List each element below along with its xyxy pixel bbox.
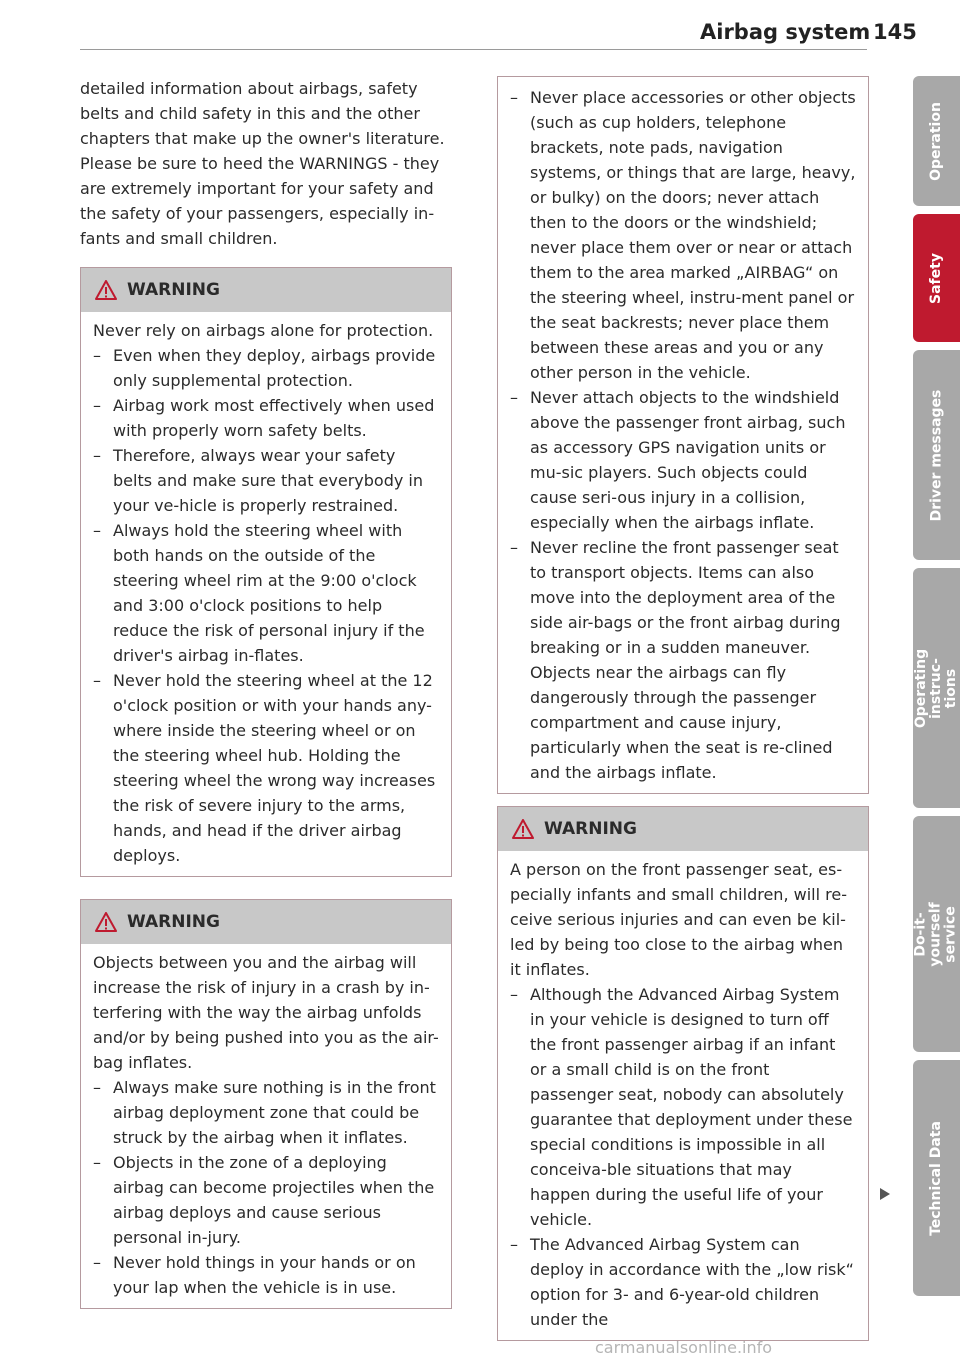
tab-driver-messages[interactable]: Driver messages [913, 350, 960, 560]
list-item: – Objects in the zone of a deploying airbag can become projectiles when the airbag deploys and cause serious personal in-jury. [93, 1153, 435, 1247]
warning-body [81, 312, 451, 876]
warning-list [93, 343, 439, 868]
warning-triangle-icon [95, 912, 117, 932]
intro-paragraph: detailed information about airbags, safety belts and child safety in this and the other chapters that make up the owner's literature. Please be sure to heed the WARNINGS - they are extremely important for your safety and the safety of your passengers, especially in-fants and small children. [80, 79, 445, 248]
right-column [497, 76, 869, 1341]
watermark: carmanualsonline.info [595, 1338, 773, 1357]
list-item: – Never place accessories or other objects (such as cup holders, telephone brackets, note pads, navigation systems, or things that are large, heavy, or bulky) on the doors; never attach then to the doors or the windshield; never place them over or near or attach them to the area marked „AIRBAG“ on the steering wheel, instru-ment panel or the seat backrests; never place them between these areas and you or any other person in the vehicle. [510, 88, 856, 382]
list-item: – Never hold things in your hands or on your lap when the vehicle is in use. [93, 1253, 416, 1297]
tab-operation[interactable]: Operation [913, 76, 960, 206]
warning-triangle-icon [95, 280, 117, 300]
page-number: 145 [873, 20, 917, 44]
warning-list [510, 982, 856, 1332]
list-item: – Therefore, always wear your safety belts and make sure that everybody in your ve-hicle is properly restrained. [93, 446, 423, 515]
warning-body [498, 851, 868, 1340]
warning-list [93, 1075, 439, 1300]
list-item: – Never recline the front passenger seat to transport objects. Items can also move into the deployment area of the side air-bags or the front airbag during breaking or in a sudden maneuver. Objects near the airbags can fly dangerously through the passenger compartment and cause injury, particularly when the seat is re-clined and the airbags inflate. [510, 538, 841, 782]
list-item: – Never attach objects to the windshield above the passenger front airbag, such as accessory GPS navigation units or mu-sic players. Such objects could cause seri-ous injury in a collision, especially when the airbags inflate. [510, 388, 846, 532]
page-header-title: Airbag system [700, 20, 871, 44]
warning-header [81, 900, 451, 944]
warning-box-3 [497, 806, 869, 1341]
list-item: – Although the Advanced Airbag System in your vehicle is designed to turn off the front passenger airbag if an infant or a small child is on the front passenger seat, nobody can absolutely guarantee that deployment under these special conditions is impossible in all conceiva-ble situations that may happen during the useful life of your vehicle. [510, 985, 853, 1229]
warning-header [81, 268, 451, 312]
list-item: – Always hold the steering wheel with both hands on the outside of the steering wheel rim at the 9:00 o'clock and 3:00 o'clock positions to help reduce the risk of personal injury if the driver's airbag in-flates. [93, 521, 425, 665]
warning-body [81, 944, 451, 1308]
warning-title: WARNING [127, 280, 220, 300]
header-rule [80, 49, 867, 50]
warning-lead: Never rely on airbags alone for protection. [93, 321, 434, 340]
warning-lead: Objects between you and the airbag will increase the risk of injury in a crash by in-terfering with the way the airbag unfolds and/or by being pushed into you as the air-bag inflates. [93, 953, 439, 1072]
list-item: – Airbag work most effectively when used with properly worn safety belts. [93, 396, 435, 440]
list-item: – Even when they deploy, airbags provide only supplemental protection. [93, 346, 436, 390]
tab-safety[interactable]: Safety [913, 214, 960, 342]
continued-list [498, 77, 868, 793]
warning-box-1 [80, 267, 452, 877]
list-item: – Always make sure nothing is in the front airbag deployment zone that could be struck by the airbag when it inflates. [93, 1078, 436, 1147]
tab-technical-data[interactable]: Technical Data [913, 1060, 960, 1296]
warning-title: WARNING [544, 819, 637, 839]
list-item: – The Advanced Airbag System can deploy in accordance with the „low risk“ option for 3- and 6-year-old children under the [510, 1235, 854, 1329]
list-item: – Never hold the steering wheel at the 12 o'clock position or with your hands any-where inside the steering wheel or on the steering wheel hub. Holding the steering wheel the wrong way increases the risk of severe injury to the arms, hands, and head if the driver airbag deploys. [93, 671, 436, 865]
warning-lead: A person on the front passenger seat, es-pecially infants and small children, will re-ceive serious injuries and can even be kil-led by being too close to the airbag when it inflates. [510, 860, 847, 979]
warning-triangle-icon [512, 819, 534, 839]
warning-title: WARNING [127, 912, 220, 932]
warning-header [498, 807, 868, 851]
left-column [80, 76, 452, 1309]
tab-do-it-yourself-service[interactable]: Do-it-yourself service [913, 816, 960, 1052]
tab-operating-instructions[interactable]: Operating instruc- tions [913, 568, 960, 808]
continued-arrow-icon [880, 1188, 890, 1200]
warning-box-2 [80, 899, 452, 1309]
continued-warning-box [497, 76, 869, 794]
